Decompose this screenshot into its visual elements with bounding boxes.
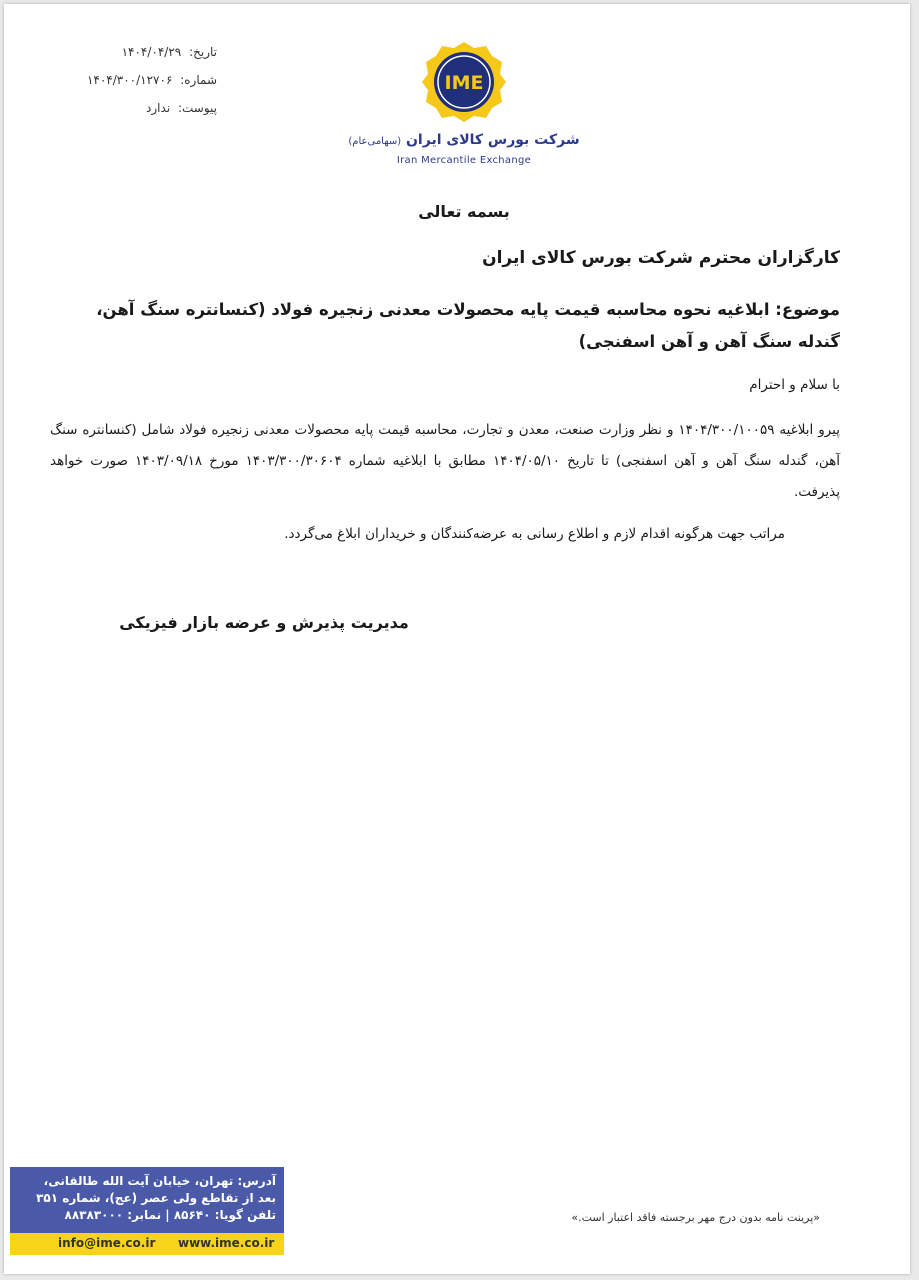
company-type: (سهامی‌عام)	[348, 136, 402, 147]
attachment-value: ندارد	[146, 101, 171, 115]
letter-meta	[67, 42, 217, 126]
company-name-fa	[334, 132, 594, 148]
ime-logo-icon	[422, 40, 506, 124]
letter-page	[4, 4, 910, 1274]
greeting: با سلام و احترام	[749, 377, 840, 393]
date-value: ۱۴۰۴/۰۴/۲۹	[121, 45, 182, 59]
number-row	[67, 70, 217, 98]
stamp-validity-note: «پرینت نامه بدون درج مهر برجسته فاقد اعتبار است.»	[571, 1211, 820, 1224]
logo-mark-text: IME	[444, 72, 484, 94]
footer-address-box	[10, 1167, 284, 1233]
footer-contact-strip	[10, 1233, 284, 1255]
address-line-2: بعد از تقاطع ولی عصر (عج)، شماره ۳۵۱	[36, 1191, 276, 1205]
number-value: ۱۴۰۴/۳۰۰/۱۲۷۰۶	[86, 73, 173, 87]
signature-department: مدیریت پذیرش و عرضه بازار فیزیکی	[119, 613, 409, 632]
website-link[interactable]: www.ime.co.ir	[178, 1236, 275, 1250]
subject-line: موضوع: ابلاغیه نحوه محاسبه قیمت پایه محصولات معدنی زنجیره فولاد (کنسانتره سنگ آهن، گندله سنگ آهن و آهن اسفنجی)	[96, 300, 840, 351]
number-label: شماره:	[180, 73, 217, 87]
body-paragraph: پیرو ابلاغیه ۱۴۰۴/۳۰۰/۱۰۰۵۹ و نظر وزارت صنعت، معدن و تجارت، محاسبه قیمت پایه محصولات معدنی زنجیره فولاد شامل (کنسانتره سنگ آهن، گندله سنگ آهن و آهن اسفنجی) تا تاریخ ۱۴۰۴/۰۵/۱۰ مطابق با ابلاغیه شماره ۱۴۰۳/۳۰۰/۳۰۶۰۴ مورخ ۱۴۰۳/۰۹/۱۸ صورت خواهد پذیرفت.	[50, 422, 840, 500]
email-link[interactable]: info@ime.co.ir	[58, 1236, 156, 1250]
closing-paragraph: مراتب جهت هرگونه اقدام لازم و اطلاع رسانی به عرضه‌کنندگان و خریداران ابلاغ می‌گردد.	[284, 526, 785, 542]
address-line-1: آدرس: تهران، خیابان آیت الله طالقانی،	[43, 1174, 276, 1188]
date-label: تاریخ:	[189, 45, 217, 59]
ime-logo	[422, 40, 506, 124]
attachment-row	[67, 98, 217, 126]
addressee: کارگزاران محترم شرکت بورس کالای ایران	[482, 248, 840, 268]
company-name-fa-text: شرکت بورس کالای ایران	[405, 132, 580, 148]
company-name-en: Iran Mercantile Exchange	[396, 155, 532, 166]
attachment-label: پیوست:	[177, 101, 217, 115]
bismillah-heading: بسمه تعالی	[418, 202, 510, 221]
date-row	[67, 42, 217, 70]
phone-line: تلفن گویا: ۸۵۶۴۰ | نمابر: ۸۸۳۸۳۰۰۰	[64, 1208, 276, 1222]
